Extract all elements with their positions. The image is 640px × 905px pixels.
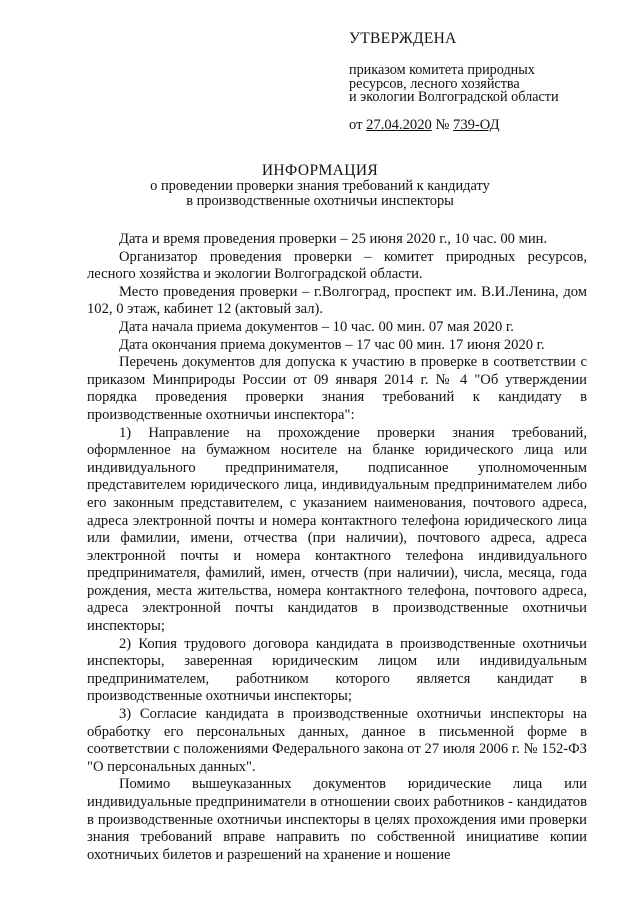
paragraph-item-2: 2) Копия трудового договора кандидата в производственные охотничьи инспекторы, заверенная юридическим лицом или индивидуальным предпринимателем, работником которого является кандидат в производственные охотничьи инспекторы; [87, 635, 587, 705]
approved-stamp: УТВЕРЖДЕНА [349, 30, 457, 47]
title-subline: в производственные охотничьи инспекторы [186, 192, 454, 209]
order-reference [349, 64, 559, 105]
order-date: 27.04.2020 [366, 117, 432, 133]
order-line: приказом комитета природных [349, 62, 535, 78]
document-title [0, 163, 640, 208]
paragraph-additional: Помимо вышеуказанных документов юридические лица или индивидуальные предприниматели в отношении своих работников - кандидатов в производственные охотничьи инспекторы в целях прохождения ими проверки знания требований вправе направить по собственной инициативе копии охотничьих билетов и разрешений на хранение и ношение [87, 776, 587, 863]
paragraph-item-1: 1) Направление на прохождение проверки знания требований, оформленное на бумажном носителе на бланке юридического лица или индивидуального предпринимателя, подписанное уполномоченным представителем юридического лица, индивидуальным предпринимателем либо его законным представителем, с указанием наименования, почтового адреса, адреса электронной почты и номера контактного телефона юридического лица или фамилии, имени, отчества (при наличии), почтового адреса, адреса электронной почты и номера контактного телефона индивидуального предпринимателя, фамилий, имен, отчеств (при наличии), числа, месяца, года рождения, места жительства, номера контактного телефона, почтового адреса, адреса электронной почты кандидатов в производственные охотничьи инспекторы; [87, 424, 587, 635]
paragraph-item-3: 3) Согласие кандидата в производственные охотничьи инспекторы на обработку его персональных данных, данное в письменной форме в соответствии с положениями Федерального закона от 27 июля 2006 г. № 152-ФЗ "О персональных данных". [87, 706, 587, 775]
paragraph-end-date: Дата окончания приема документов – 17 час 00 мин. 17 июня 2020 г. [119, 336, 545, 353]
paragraph-organizer: Организатор проведения проверки – комитет природных ресурсов, лесного хозяйства и экологии Волгоградской области. [87, 248, 587, 283]
order-date-line [349, 117, 500, 135]
order-line: ресурсов, лесного хозяйства [349, 75, 520, 92]
paragraph-location: Место проведения проверки – г.Волгоград, проспект им. В.И.Ленина, дом 102, 0 этаж, кабинет 12 (актовый зал). [87, 283, 587, 318]
paragraph-datetime: Дата и время проведения проверки – 25 июня 2020 г., 10 час. 00 мин. [119, 231, 548, 247]
paragraph-start-date: Дата начала приема документов – 10 час. 00 мин. 07 мая 2020 г. [119, 318, 514, 335]
document-body [87, 231, 587, 864]
order-number: 739-ОД [453, 117, 500, 133]
title-heading: ИНФОРМАЦИЯ [261, 162, 379, 179]
paragraph-documents-list: Перечень документов для допуска к участию в проверке в соответствии с приказом Минприроды России от 09 января 2014 г. № 4 "Об утверждении порядка проведения проверки знания требований к кандидату в производственные охотничьи инспектора": [87, 354, 587, 423]
order-date-prefix: от [349, 117, 367, 133]
title-subline: о проведении проверки знания требований к кандидату [150, 178, 490, 194]
order-line: и экологии Волгоградской области [349, 89, 559, 105]
order-number-sign: № [431, 117, 454, 133]
